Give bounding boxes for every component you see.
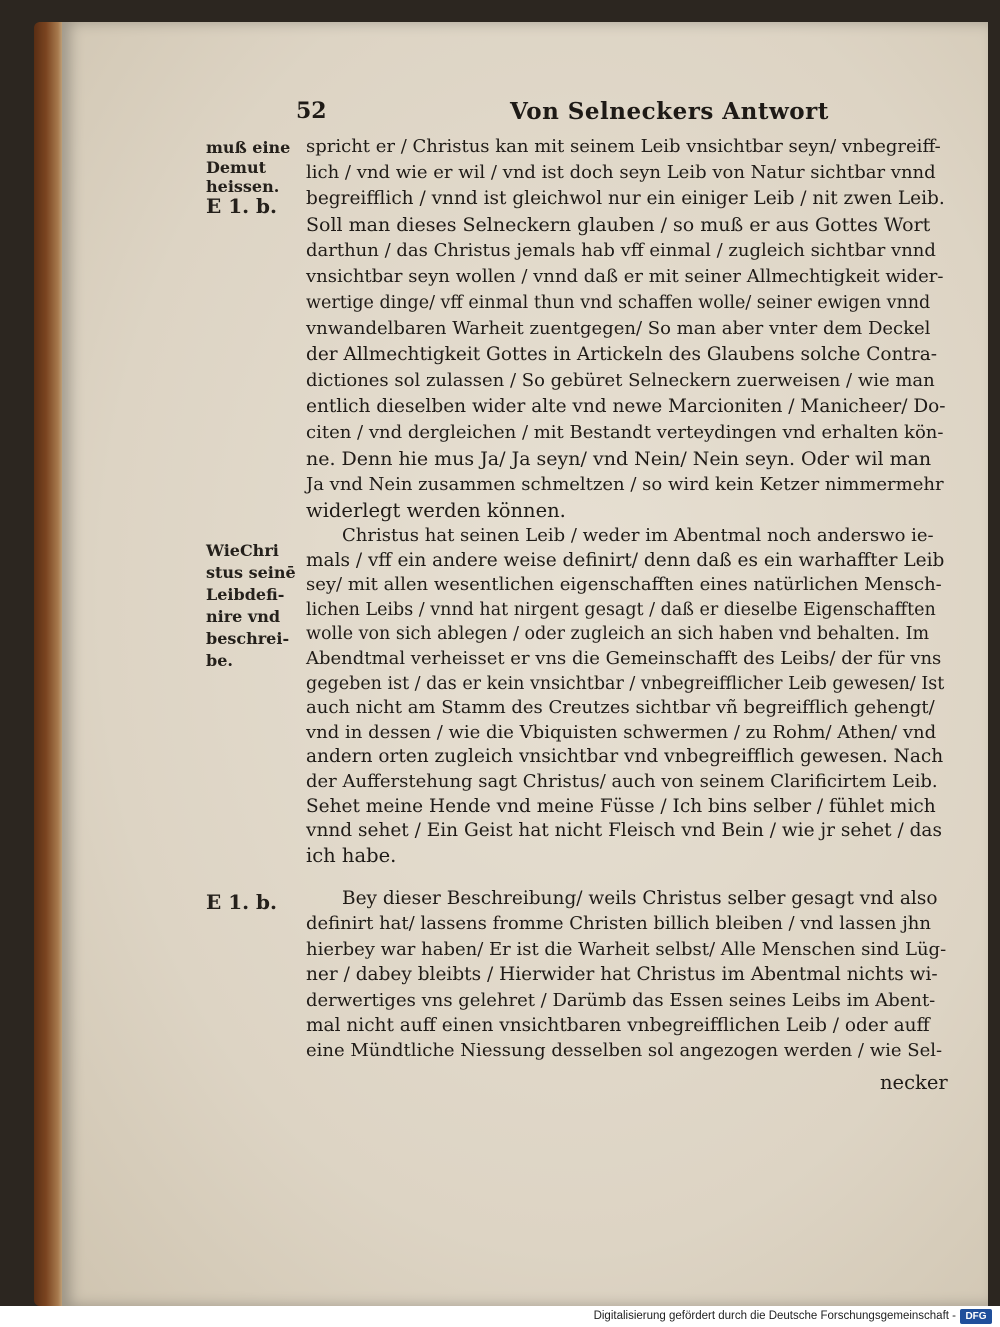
margin-note-1	[206, 138, 298, 216]
text-line: Abendtmal verheisset er vns die Gemeinschafft des Leibs/ der für vns	[306, 647, 942, 669]
footer-bar	[0, 1306, 1000, 1327]
text-line: Bey dieser Beschreibung/ weils Christus selber gesagt vnd also	[342, 888, 938, 909]
margin-line: beschrei-	[206, 629, 290, 648]
margin-line: WieChri	[206, 541, 279, 560]
text-line: ner / dabey bleibts / Hierwider hat Christus im Abentmal nichts wi-	[306, 964, 938, 986]
text-line: vnwandelbaren Warheit zuentgegen/ So man aber vnter dem Deckel	[306, 318, 931, 339]
text-line: andern orten zugleich vnsichtbar vnd vnbegreifflich gewesen. Nach	[306, 746, 944, 768]
text-line: vnsichtbar seyn wollen / vnnd daß er mit seiner Allmechtigkeit wider-	[306, 266, 944, 287]
text-line: wolle von sich ablegen / oder zugleich an sich haben vnd behalten. Im	[306, 624, 930, 645]
margin-line: Leibdefi-	[206, 585, 285, 604]
text-line: citen / vnd dergleichen / mit Bestandt verteydingen vnd erhalten kön-	[306, 422, 944, 443]
page-header	[296, 98, 956, 132]
text-line: derwertiges vns gelehret / Darümb das Essen seines Leibs im Abent-	[306, 989, 936, 1011]
margin-note-3	[206, 890, 298, 914]
text-line: Sehet meine Hende vnd meine Füsse / Ich bins selber / fühlet mich	[306, 795, 936, 817]
margin-note-2	[206, 540, 298, 672]
paragraph-1	[306, 134, 946, 524]
text-line: der Allmechtigkeit Gottes in Artickeln des Glaubens solche Contra-	[306, 344, 937, 365]
running-title: Von Selneckers Antwort	[510, 98, 829, 125]
text-line: Christus hat seinen Leib / weder im Abentmal noch anderswo ie-	[342, 525, 934, 546]
margin-line: Demut	[206, 157, 267, 177]
margin-line: heissen.	[206, 177, 280, 196]
text-line: lich / vnd wie er wil / vnd ist doch seyn Leib von Natur sichtbar vnnd	[306, 162, 936, 183]
margin-line: be.	[206, 651, 233, 670]
margin-line: muß eine	[206, 138, 291, 157]
text-line: gegeben ist / das er kein vnsichtbar / vnbegreifflicher Leib gewesen/ Ist	[306, 673, 945, 694]
text-line: definirt hat/ lassens fromme Christen billich bleiben / vnd lassen jhn	[306, 913, 931, 935]
text-line: auch nicht am Stamm des Creutzes sichtbar vñ begreifflich gehengt/	[306, 697, 935, 719]
text-line: wertige dinge/ vff einmal thun vnd schaffen wolle/ seiner ewigen vnnd	[306, 293, 931, 313]
text-line: dictiones sol zulassen / So gebüret Selneckern zuerweisen / wie man	[306, 370, 935, 391]
margin-line: E 1. b.	[206, 890, 277, 914]
text-line: hierbey war haben/ Er ist die Warheit selbst/ Alle Menschen sind Lüg-	[306, 938, 947, 960]
text-line: mal nicht auff einen vnsichtbaren vnbegreifflichen Leib / oder auff	[306, 1014, 930, 1036]
text-line: ne. Denn hie mus Ja/ Ja seyn/ vnd Nein/ Nein seyn. Oder wil man	[306, 448, 932, 470]
text-line: widerlegt werden können.	[306, 499, 566, 522]
text-line: sey/ mit allen wesentlichen eigenschafften eines natürlichen Mensch-	[306, 574, 942, 596]
text-line: vnd in dessen / wie die Vbiquisten schwermen / zu Rohm/ Athen/ vnd	[306, 721, 937, 743]
text-line: eine Mündtliche Niessung desselben sol angezogen werden / wie Sel-	[306, 1040, 943, 1062]
dfg-logo-icon[interactable]: DFG	[960, 1309, 992, 1324]
text-line: begreifflich / vnnd ist gleichwol nur ein einiger Leib / nit zwen Leib.	[306, 188, 945, 209]
margin-line: nire vnd	[206, 607, 281, 626]
text-line: darthun / das Christus jemals hab vff einmal / zugleich sichtbar vnnd	[306, 240, 936, 261]
text-line: vnnd sehet / Ein Geist hat nicht Fleisch vnd Bein / wie jr sehet / das	[306, 820, 942, 842]
text-line: mals / vff ein andere weise definirt/ denn daß es ein warhaffter Leib	[306, 549, 945, 571]
funding-credit: Digitalisierung gefördert durch die Deutsche Forschungsgemeinschaft -	[593, 1310, 956, 1322]
text-line: entlich dieselben wider alte vnd newe Marcioniten / Manicheer/ Do-	[306, 396, 946, 417]
margin-line: stus seinē	[206, 563, 296, 582]
text-line: Ja vnd Nein zusammen schmeltzen / so wird kein Ketzer nimmermehr	[306, 474, 944, 495]
text-line: Soll man dieses Selneckern glauben / so muß er aus Gottes Wort	[306, 214, 931, 236]
margin-line: E 1. b.	[206, 193, 277, 218]
text-line: ich habe.	[306, 843, 397, 867]
book-spine-edge	[34, 22, 64, 1306]
text-line: lichen Leibs / vnnd hat nirgent gesagt / daß er dieselbe Eigenschafften	[306, 599, 936, 620]
text-line: spricht er / Christus kan mit seinem Leib vnsichtbar seyn/ vnbegreiff-	[306, 136, 941, 157]
catchword: necker	[880, 1071, 948, 1094]
page-number: 52	[296, 98, 327, 124]
paragraph-2	[306, 524, 946, 868]
text-line: der Aufferstehung sagt Christus/ auch von seinem Clarificirtem Leib.	[306, 770, 938, 792]
paragraph-3	[306, 886, 946, 1064]
